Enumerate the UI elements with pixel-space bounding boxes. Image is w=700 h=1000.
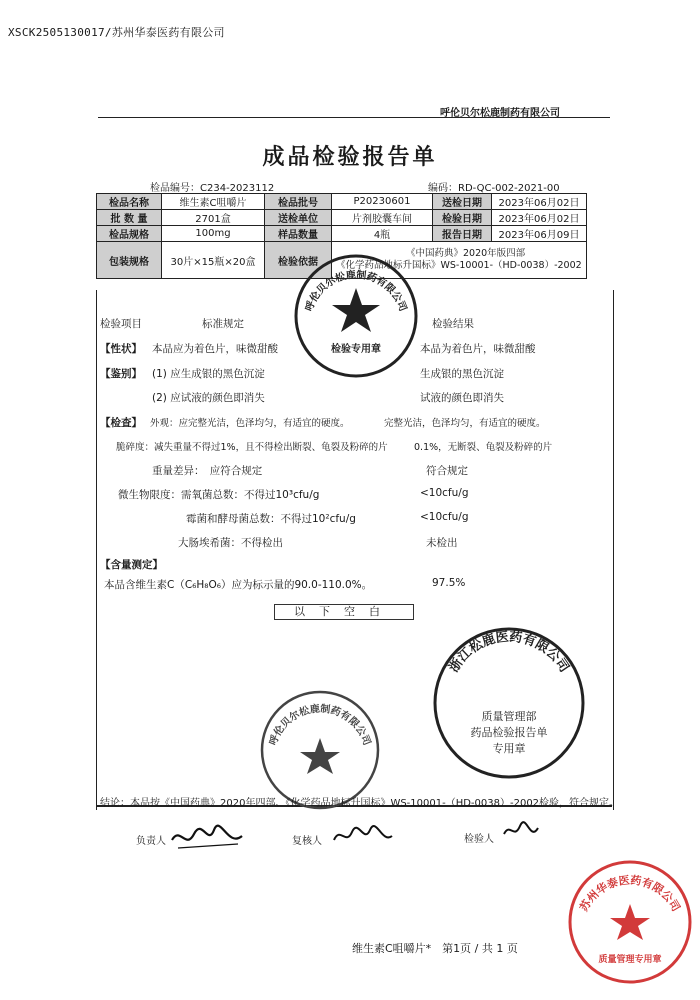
microbial-result-2: <10cfu/g (420, 511, 469, 523)
info-label: 样品数量 (265, 226, 332, 242)
weight-variation-result: 符合规定 (426, 465, 468, 477)
basis-line-1: 《中国药典》2020年版四部 (406, 248, 526, 259)
red-qa-stamp (566, 858, 694, 986)
info-value: 维生素C咀嚼片 (162, 194, 265, 210)
page-footer: 维生素C咀嚼片* 第1页 / 共 1 页 (352, 942, 518, 955)
info-value: 2023年06月02日 (492, 194, 587, 210)
company-seal-text: 呼伦贝尔松鹿制药有限公司 (267, 703, 373, 747)
info-value: 100mg (162, 226, 265, 242)
info-row (97, 194, 587, 210)
info-label: 检品批号 (265, 194, 332, 210)
info-label: 检品规格 (97, 226, 162, 242)
inspection-stamp-subtext: 检验专用章 (331, 344, 381, 355)
section-inspection: 【检查】 (100, 417, 142, 429)
microbial-standard-1: 微生物限度：需氧菌总数：不得过10³cfu/g (118, 489, 320, 501)
section-identification: 【鉴别】 (100, 368, 142, 380)
report-number-label: 检品编号： (150, 183, 200, 194)
info-value: P20230601 (332, 194, 433, 210)
assay-result: 97.5% (432, 577, 466, 589)
identification-result-2: 试液的颜色即消失 (420, 392, 504, 404)
friability-result: 0.1%，无断裂、龟裂及粉碎的片 (414, 442, 553, 453)
red-stamp-subtext: 质量管理专用章 (598, 955, 662, 965)
info-label: 报告日期 (433, 226, 492, 242)
section-assay: 【含量测定】 (100, 559, 163, 571)
inspector-signature (500, 818, 542, 846)
red-stamp-text: 苏州华泰医药有限公司 (577, 873, 683, 914)
qa-stamp (430, 624, 588, 782)
info-label: 批 数 量 (97, 210, 162, 226)
identification-result-1: 生成银的黑色沉淀 (420, 368, 504, 380)
sign-head-label: 负责人 (136, 836, 166, 847)
identification-standard-1: (1) 应生成银的黑色沉淀 (152, 368, 265, 380)
friability-standard: 脆碎度：减失重量不得过1%，且不得检出断裂、龟裂及粉碎的片 (116, 442, 388, 453)
qa-stamp-line-2: 药品检验报告单 (470, 726, 548, 739)
head-signature (168, 820, 248, 854)
info-label: 送检单位 (265, 210, 332, 226)
microbial-result-1: <10cfu/g (420, 487, 469, 499)
info-label: 检验日期 (433, 210, 492, 226)
col-result: 检验结果 (432, 318, 474, 330)
header-rule (98, 117, 610, 118)
sign-review-label: 复核人 (292, 836, 322, 847)
report-number-value: C234-2023112 (200, 183, 275, 194)
info-value: 4瓶 (332, 226, 433, 242)
qa-stamp-line-1: 质量管理部 (481, 710, 537, 723)
svg-text:浙江松鹿医药有限公司 (446, 629, 573, 675)
visual-standard: 外观：应完整光洁，色泽均匀，有适宜的硬度。 (150, 418, 350, 429)
end-blank-mark: 以下空白 (274, 604, 414, 620)
appearance-result: 本品为着色片，味微甜酸 (420, 343, 536, 355)
info-value: 片剂胶囊车间 (332, 210, 433, 226)
info-row (97, 210, 587, 226)
ecoli-standard: 大肠埃希菌：不得检出 (178, 537, 283, 549)
pack-label: 包装规格 (97, 242, 162, 279)
section-appearance: 【性状】 (100, 343, 142, 355)
info-label: 检品名称 (97, 194, 162, 210)
code-label: 编码： (428, 183, 458, 194)
conclusion: 结论：本品按《中国药典》2020年四部、《化学药品地标升国标》WS-10001-（HD-0038）-2002检验，符合规定。 (100, 798, 620, 809)
assay-standard: 本品含维生素C（C₆H₈O₆）应为标示量的90.0-110.0%。 (104, 579, 373, 591)
inspection-stamp-text: 呼伦贝尔松鹿制药有限公司 (303, 269, 409, 313)
info-value: 2023年06月02日 (492, 210, 587, 226)
weight-variation-standard: 重量差异： 应符合规定 (152, 465, 263, 477)
page-title: 成品检验报告单 (262, 144, 438, 170)
sign-inspector (464, 830, 494, 845)
code (428, 179, 560, 194)
sign-review (292, 832, 322, 847)
visual-result: 完整光洁，色泽均匀，有适宜的硬度。 (384, 418, 546, 429)
top-reference: XSCK2505130017/苏州华泰医药有限公司 (8, 26, 225, 39)
appearance-standard: 本品应为着色片，味微甜酸 (152, 343, 278, 355)
pack-value: 30片×15瓶×20盒 (162, 242, 265, 279)
ecoli-result: 未检出 (426, 537, 458, 549)
identification-standard-2: (2) 应试液的颜色即消失 (152, 392, 265, 404)
report-number (150, 179, 274, 194)
sign-head (136, 832, 166, 847)
qa-stamp-line-3: 专用章 (492, 742, 526, 755)
info-label: 送检日期 (433, 194, 492, 210)
reviewer-signature (330, 822, 396, 850)
col-item: 检验项目 (100, 318, 142, 330)
col-standard: 标准规定 (202, 318, 244, 330)
info-value: 2701盒 (162, 210, 265, 226)
info-value: 2023年06月09日 (492, 226, 587, 242)
basis-line-2: 《化学药品地标升国标》WS-10001-（HD-0038）-2002 (336, 260, 582, 271)
qa-stamp-top-text: 浙江松鹿医药有限公司 (446, 629, 572, 676)
basis-label: 检验依据 (265, 242, 332, 279)
company-header: 呼伦贝尔松鹿制药有限公司 (440, 108, 560, 119)
microbial-standard-2: 霉菌和酵母菌总数：不得过10²cfu/g (186, 513, 356, 525)
info-row (97, 226, 587, 242)
sign-inspector-label: 检验人 (464, 834, 494, 845)
inspection-stamp (292, 252, 420, 380)
code-value: RD-QC-002-2021-00 (458, 183, 560, 194)
